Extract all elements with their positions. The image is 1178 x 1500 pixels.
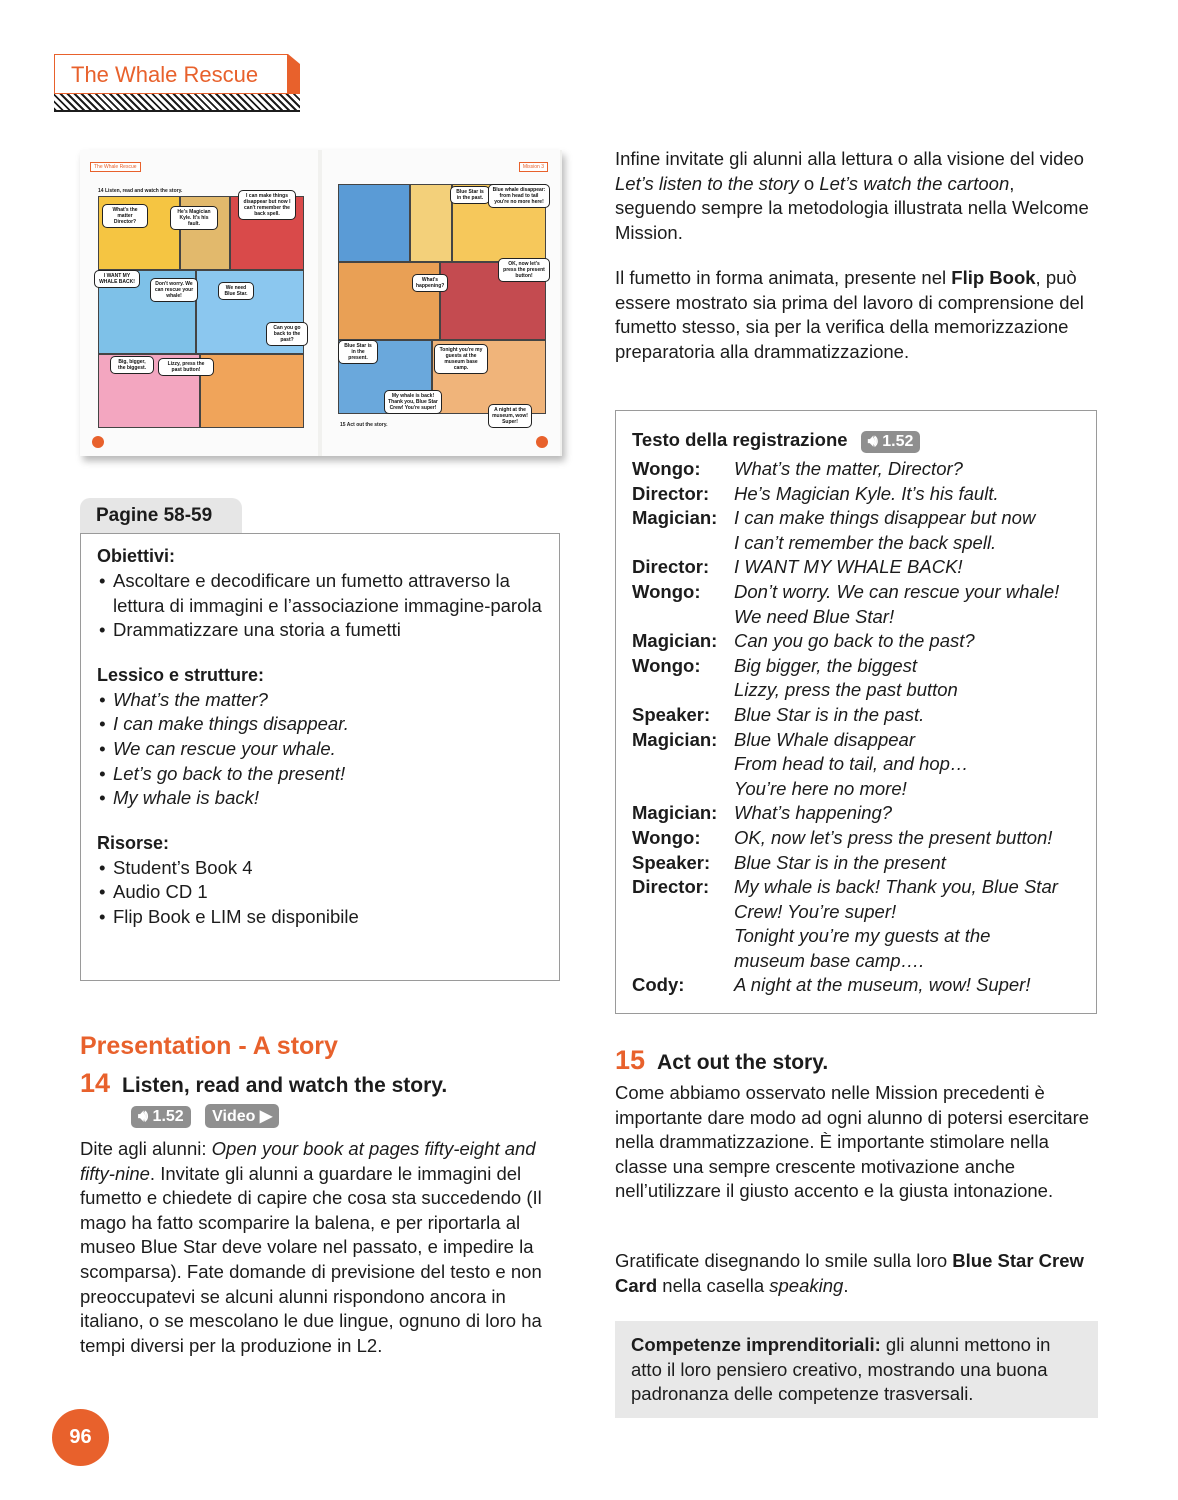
transcript-row [632,801,1080,826]
list-item: • Drammatizzare una storia a fumetti [97,618,543,643]
book-bubble: Can you go back to the past? [266,322,308,346]
transcript-line: A night at the museum, wow! Super! [734,974,1031,996]
speaker-lines [734,875,1058,973]
risorse-heading: Risorse: [97,832,170,853]
book-bubble: Big, bigger, the biggest. [110,356,154,374]
transcript-row [632,457,1080,482]
book-page-number-dot [92,436,104,448]
speaker-lines [734,482,999,507]
transcript-row [632,506,1080,555]
transcript-row [632,703,1080,728]
text-span: nella casella [657,1274,770,1296]
speaker-lines [734,703,924,728]
speaker-name: Director: [632,556,710,578]
transcript-line: You’re here no more! [734,777,907,799]
video-label: Video [212,1108,256,1125]
book-bubble: What's the matter Director? [102,204,148,228]
audio-track-badge[interactable] [861,431,921,453]
speaker-lines [734,555,963,580]
text-span-bold: Flip Book [951,267,1036,288]
book-right-tag: Mission 3 [519,162,548,172]
presentation-title: Presentation - A story [80,1032,338,1060]
transcript-line: Blue Whale disappear [734,728,915,750]
competenze-box [615,1321,1098,1418]
activity-title: Listen, read and watch the story. [122,1074,448,1097]
transcript-line: Blue Star is in the present [734,851,946,873]
activity-15-text: Come abbiamo osservato nelle Mission precedenti è importante dare modo ad ogni alunno di potersi esercitare nella drammatizzazione. È importante stimolare nella classe una sempre crescente motivazione anche nell’utilizzare il giusto accento e la giusta intonazione. [615,1082,1090,1202]
transcript-row [632,973,1080,998]
speaker-lines [734,826,1052,851]
intro-paragraph [615,147,1095,245]
transcript-line: I can make things disappear but now [734,507,1036,529]
text-span: . [843,1274,849,1296]
pagine-tab [80,498,242,534]
speaker-lines [734,654,958,703]
book-spread-thumbnail [80,150,562,456]
book-bubble: I can make things disappear but now I can't remember the back spell. [238,190,296,220]
transcript-row [632,654,1080,703]
list-item: • Audio CD 1 [97,880,543,905]
obiettivi-heading: Obiettivi: [97,546,176,566]
book-bubble: We need Blue Star. [218,282,254,300]
speaker-name: Speaker: [632,851,711,873]
competenze-text: gli alunni mettono in atto il loro pensiero creativo, mostrando una buona padronanza delle competenze trasversali. [631,1334,1051,1405]
transcript-line: Crew! You’re super! [734,900,897,922]
hatch-decoration [54,94,300,112]
text-span: Il fumetto in forma animata, presente nel [615,267,952,288]
list-item: • What’s the matter? [97,688,543,713]
book-page-left [80,150,318,456]
transcript-line: I WANT MY WHALE BACK! [734,556,963,578]
transcript-line: What’s happening? [734,802,893,824]
list-item: • Student’s Book 4 [97,856,543,881]
pagine-label: Pagine 58-59 [96,505,213,526]
activity-14-heading [80,1068,447,1099]
speaker-name: Wongo: [632,580,701,602]
text-span: o [798,172,820,194]
book-page-right [322,150,560,456]
lessico-heading: Lessico e strutture: [97,664,265,685]
speaker-lines [734,457,963,482]
transcript-row [632,482,1080,507]
speaker-name: Wongo: [632,826,701,848]
transcript-line: Don’t worry. We can rescue your whale! [734,580,1060,602]
flipbook-paragraph [615,266,1095,364]
transcript-line: We need Blue Star! [734,605,895,627]
speaker-name: Magician: [632,728,718,750]
book-bubble: Tonight you're my guests at the museum base camp. [434,344,488,374]
speaker-lines [734,506,1035,555]
transcript-row [632,728,1080,802]
book-right-instruction: 15 Act out the story. [340,422,388,428]
transcript-line: Big bigger, the biggest [734,654,918,676]
transcript-line: museum base camp…. [734,949,925,971]
transcript-line: He’s Magician Kyle. It’s his fault. [734,482,999,504]
book-bubble: Blue whale disappear: from head to tail you're no more here! [488,184,550,208]
play-icon: ▶ [259,1108,273,1125]
transcript-row [632,629,1080,654]
section-header-tab [54,54,300,112]
competenze-label: Competenze imprenditoriali: [631,1334,881,1355]
audio-track-label: 1.52 [882,433,914,450]
text-span: , seguendo sempre la metodologia illustrata nella Welcome Mission. [615,172,1089,243]
text-span-italic: Let’s watch the cartoon [819,172,1010,194]
video-badge[interactable] [205,1104,279,1128]
book-bubble: My whale is back! Thank you, Blue Star Crew! You're super! [384,390,442,414]
speaker-lines [734,801,892,826]
speaker-name: Magician: [632,802,718,824]
speaker-lines [734,629,975,654]
speaker-lines [734,851,946,876]
text-span: , può essere mostrato sia prima del lavoro di comprensione del fumetto stesso, sia per la verifica della memorizzazione preparatoria alla drammatizzazione. [615,267,1084,362]
risorse-list [97,856,543,930]
transcript-row [632,851,1080,876]
speaker-icon: 🔊︎ [867,433,878,450]
activity-14-text [80,1137,566,1358]
recording-transcript-box [615,410,1097,1014]
recording-heading [632,429,1080,453]
speaker-name: Magician: [632,507,718,529]
book-bubble: Don't worry. We can rescue your whale! [150,278,198,302]
objectives-box [80,533,560,981]
transcript-rows [632,457,1080,998]
media-badges [131,1104,279,1128]
transcript-line: My whale is back! Thank you, Blue Star [734,876,1058,898]
list-item: • Ascoltare e decodificare un fumetto attraverso la lettura di immagini e l’associazione immagine-parola [97,569,543,618]
speaker-name: Wongo: [632,458,701,479]
section-title: The Whale Rescue [71,62,259,87]
obiettivi-list [97,569,543,643]
activity-15-heading [615,1045,828,1076]
transcript-line: Blue Star is in the past. [734,703,925,725]
audio-track-badge[interactable] [131,1106,191,1128]
book-bubble: OK, now let's press the present button! [498,258,550,282]
activity-number: 14 [80,1068,111,1098]
book-page-number-dot [536,436,548,448]
speaker-lines [734,728,968,802]
transcript-line: From head to tail, and hop… [734,753,969,775]
text-span-bold: Blue Star Crew Card [615,1250,1084,1296]
transcript-line: Tonight you’re my guests at the [734,925,991,947]
text-span: Gratificate disegnando lo smile sulla loro [615,1250,953,1271]
book-bubble: He's Magician Kyle. It's his fault. [170,206,218,230]
text-span-italic: speaking [769,1274,844,1296]
speaker-name: Wongo: [632,654,701,676]
text-span: Infine invitate gli alunni alla lettura o alla visione del video [615,148,1084,169]
speaker-lines [734,580,1059,629]
list-item: • Let’s go back to the present! [97,762,543,787]
text-span-italic: Open your book at pages fifty-eight and fifty-nine [80,1138,536,1184]
list-item: • I can make things disappear. [97,712,543,737]
page-number: 96 [52,1409,109,1466]
book-bubble: Lizzy, press the past button! [158,358,214,376]
speaker-name: Director: [632,482,710,504]
book-bubble: I WANT MY WHALE BACK! [94,270,140,288]
transcript-line: Lizzy, press the past button [734,679,958,701]
transcript-line: OK, now let’s press the present button! [734,826,1053,848]
speaker-lines [734,973,1031,998]
speaker-name: Cody: [632,974,685,996]
text-span: Dite agli alunni: [80,1138,212,1159]
transcript-line: What’s the matter, Director? [734,458,963,479]
speaker-name: Speaker: [632,703,711,725]
book-left-tag: The Whale Rescue [90,162,141,172]
recording-title: Testo della registrazione [632,429,848,450]
lessico-list [97,688,543,811]
book-bubble: What's happening? [412,274,448,292]
list-item: • Flip Book e LIM se disponibile [97,905,543,930]
speaker-name: Director: [632,876,710,898]
reward-paragraph [615,1249,1095,1298]
transcript-row [632,555,1080,580]
book-bubble: A night at the museum, wow! Super! [488,404,532,428]
transcript-row [632,826,1080,851]
speaker-name: Magician: [632,630,718,652]
list-item: • My whale is back! [97,786,543,811]
book-bubble: Blue Star is in the past. [450,186,490,204]
book-bubble: Blue Star is in the present. [338,340,378,364]
text-span: . Invitate gli alunni a guardare le immagini del fumetto e chiedete di capire che cosa sta succedendo (Il mago ha fatto scomparire la balena, e per riportarla al museo Blue Star deve volare nel passato, e impedire la scomparsa). Fate domande di previsione del testo e non preoccupatevi se alcuni alunni rispondono ancora in italiano, o se mescolano le due lingue, ognuno di loro ha tempi diversi per la produzione in L2. [80,1162,542,1356]
book-left-instruction: 14 Listen, read and watch the story. [98,188,183,194]
activity-title: Act out the story. [657,1051,829,1074]
speaker-icon: 🔊︎ [138,1108,149,1125]
audio-track-label: 1.52 [152,1108,184,1125]
transcript-line: Can you go back to the past? [734,630,975,652]
transcript-row [632,875,1080,973]
list-item: • We can rescue your whale. [97,737,543,762]
transcript-row [632,580,1080,629]
transcript-line: I can’t remember the back spell. [734,531,997,553]
text-span-italic: Let’s listen to the story [615,172,799,194]
activity-number: 15 [615,1045,646,1075]
